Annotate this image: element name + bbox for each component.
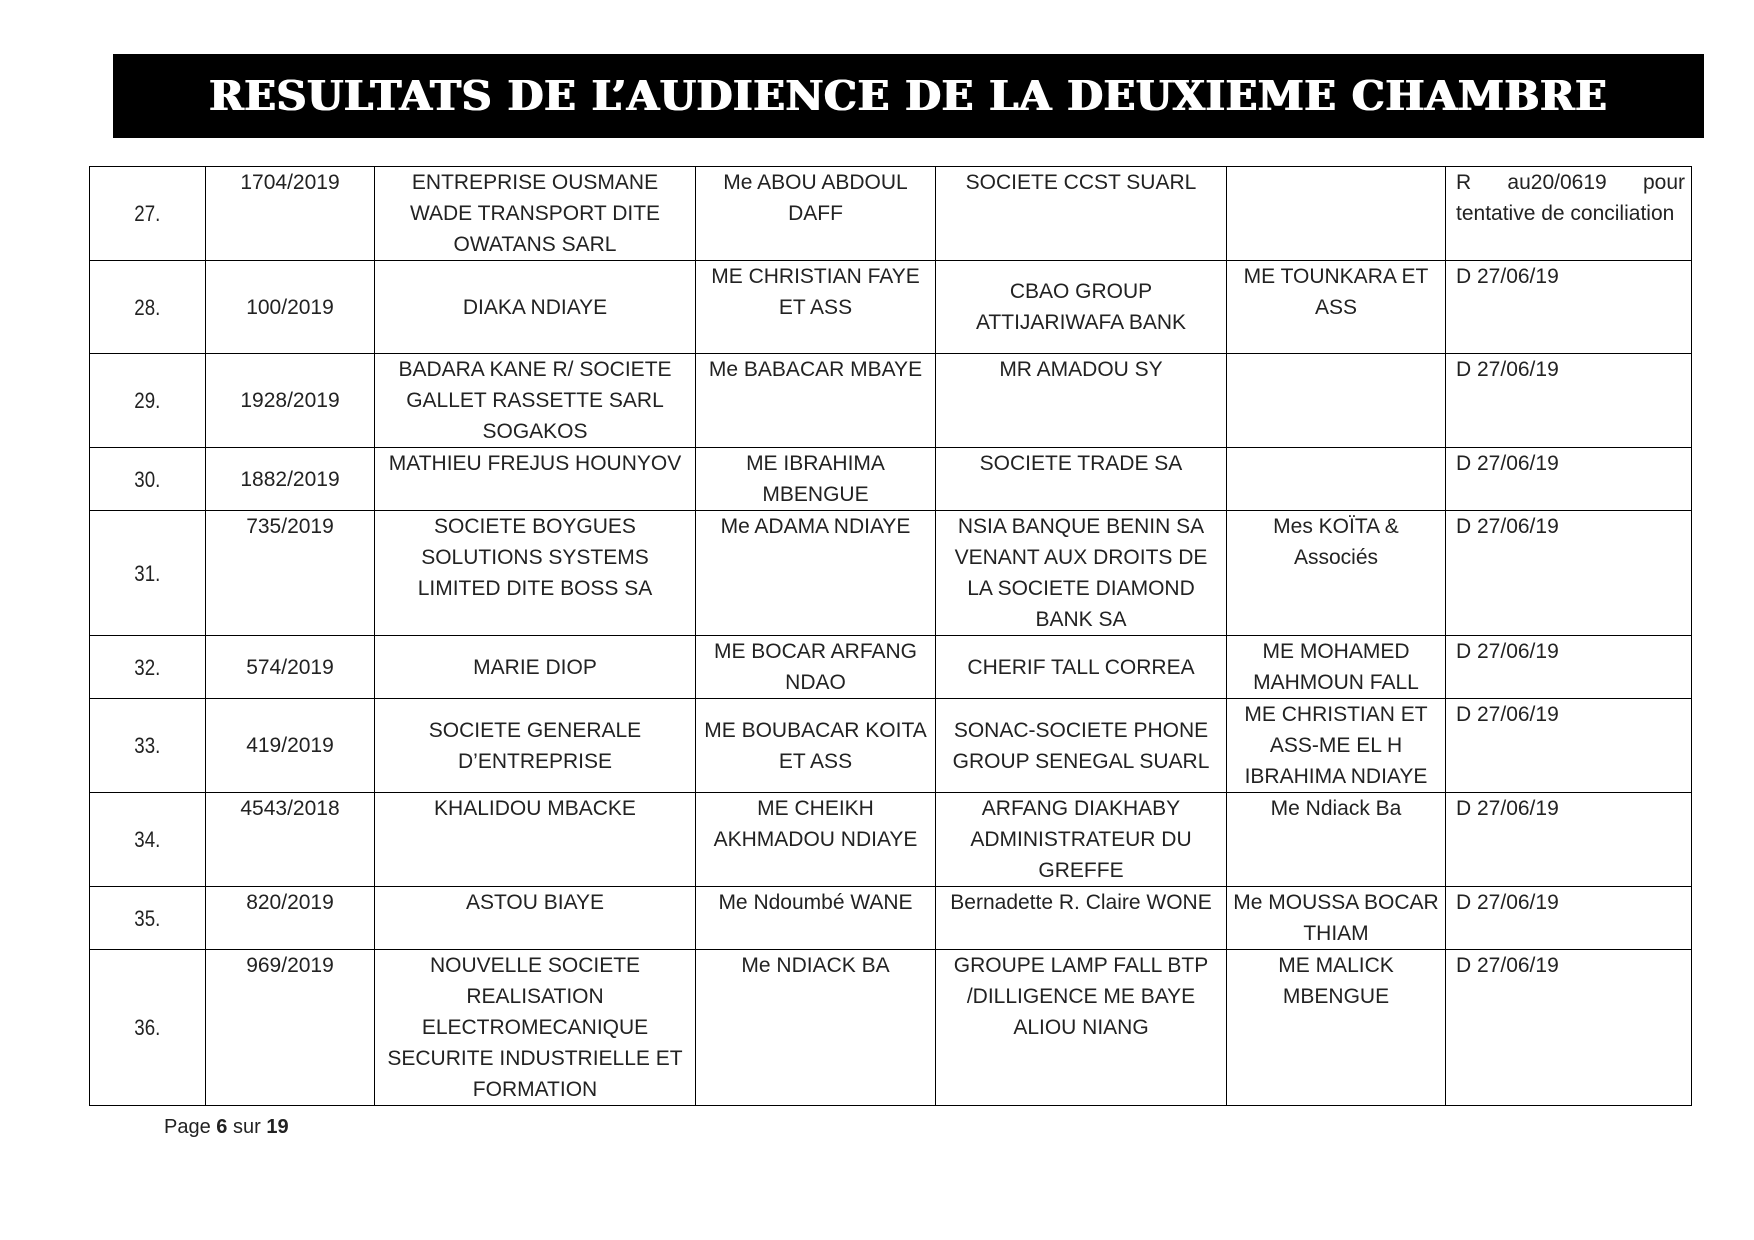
defendant: GROUPE LAMP FALL BTP /DILLIGENCE ME BAYE ALIOU NIANG [936,950,1227,1106]
hearing-result: D 27/06/19 [1446,354,1692,448]
defendant: CHERIF TALL CORREA [936,636,1227,699]
header-banner [113,54,1704,138]
plaintiff-counsel: ME BOUBACAR KOITA ET ASS [696,699,936,793]
plaintiff-counsel: Me NDIACK BA [696,950,936,1106]
table-row [90,887,1692,950]
results-table [89,166,1692,1106]
plaintiff-counsel: ME CHEIKH AKHMADOU NDIAYE [696,793,936,887]
table-row [90,261,1692,354]
plaintiff: SOCIETE BOYGUES SOLUTIONS SYSTEMS LIMITED DITE BOSS SA [375,511,696,636]
case-number: 1882/2019 [206,448,375,511]
plaintiff: NOUVELLE SOCIETE REALISATION ELECTROMECANIQUE SECURITE INDUSTRIELLE ET FORMATION [375,950,696,1106]
hearing-result: D 27/06/19 [1446,950,1692,1106]
defendant: ARFANG DIAKHABY ADMINISTRATEUR DU GREFFE [936,793,1227,887]
defendant: Bernadette R. Claire WONE [936,887,1227,950]
table-row [90,699,1692,793]
row-number: 28. [90,261,206,354]
hearing-result: D 27/06/19 [1446,448,1692,511]
plaintiff: DIAKA NDIAYE [375,261,696,354]
plaintiff: ASTOU BIAYE [375,887,696,950]
hearing-result: D 27/06/19 [1446,511,1692,636]
plaintiff: SOCIETE GENERALE D’ENTREPRISE [375,699,696,793]
hearing-result: D 27/06/19 [1446,793,1692,887]
defendant-counsel: ME TOUNKARA ET ASS [1227,261,1446,354]
defendant: NSIA BANQUE BENIN SA VENANT AUX DROITS DE LA SOCIETE DIAMOND BANK SA [936,511,1227,636]
plaintiff: MATHIEU FREJUS HOUNYOV [375,448,696,511]
table-row [90,448,1692,511]
plaintiff-counsel: ME BOCAR ARFANG NDAO [696,636,936,699]
defendant-counsel [1227,167,1446,261]
case-number: 1928/2019 [206,354,375,448]
case-number: 419/2019 [206,699,375,793]
hearing-result: D 27/06/19 [1446,636,1692,699]
plaintiff: KHALIDOU MBACKE [375,793,696,887]
hearing-result: D 27/06/19 [1446,887,1692,950]
defendant-counsel: ME CHRISTIAN ET ASS-ME EL H IBRAHIMA NDIAYE [1227,699,1446,793]
case-number: 4543/2018 [206,793,375,887]
row-number: 35. [90,887,206,950]
case-number: 820/2019 [206,887,375,950]
case-number: 574/2019 [206,636,375,699]
plaintiff-counsel: Me ADAMA NDIAYE [696,511,936,636]
row-number: 30. [90,448,206,511]
page-footer [164,1116,289,1139]
defendant-counsel: ME MALICK MBENGUE [1227,950,1446,1106]
case-number: 1704/2019 [206,167,375,261]
case-number: 100/2019 [206,261,375,354]
row-number: 32. [90,636,206,699]
row-number: 29. [90,354,206,448]
table-row [90,354,1692,448]
defendant-counsel: Me Ndiack Ba [1227,793,1446,887]
table-row [90,950,1692,1106]
defendant-counsel [1227,448,1446,511]
page-label: Page [164,1116,211,1138]
table-row [90,793,1692,887]
defendant-counsel: Me MOUSSA BOCAR THIAM [1227,887,1446,950]
table-row [90,511,1692,636]
case-number: 735/2019 [206,511,375,636]
defendant-counsel: Mes KOÏTA & Associés [1227,511,1446,636]
case-number: 969/2019 [206,950,375,1106]
hearing-result: D 27/06/19 [1446,261,1692,354]
page-total: 19 [266,1116,289,1138]
page-title: RESULTATS DE L’AUDIENCE DE LA DEUXIEME CHAMBRE [209,72,1608,120]
table-row [90,167,1692,261]
defendant: SONAC-SOCIETE PHONE GROUP SENEGAL SUARL [936,699,1227,793]
row-number: 33. [90,699,206,793]
plaintiff-counsel: ME IBRAHIMA MBENGUE [696,448,936,511]
row-number: 31. [90,511,206,636]
row-number: 36. [90,950,206,1106]
row-number: 34. [90,793,206,887]
defendant-counsel [1227,354,1446,448]
plaintiff-counsel: Me BABACAR MBAYE [696,354,936,448]
hearing-result: D 27/06/19 [1446,699,1692,793]
page-current: 6 [216,1116,228,1138]
plaintiff-counsel: Me Ndoumbé WANE [696,887,936,950]
plaintiff-counsel: ME CHRISTIAN FAYE ET ASS [696,261,936,354]
hearing-result: R au20/0619 pour tentative de conciliation [1446,167,1692,261]
plaintiff: MARIE DIOP [375,636,696,699]
page-separator: sur [232,1116,261,1138]
row-number: 27. [90,167,206,261]
table-row [90,636,1692,699]
plaintiff-counsel: Me ABOU ABDOUL DAFF [696,167,936,261]
defendant: SOCIETE CCST SUARL [936,167,1227,261]
plaintiff: BADARA KANE R/ SOCIETE GALLET RASSETTE SARL SOGAKOS [375,354,696,448]
defendant: MR AMADOU SY [936,354,1227,448]
defendant: CBAO GROUP ATTIJARIWAFA BANK [936,261,1227,354]
defendant-counsel: ME MOHAMED MAHMOUN FALL [1227,636,1446,699]
plaintiff: ENTREPRISE OUSMANE WADE TRANSPORT DITE OWATANS SARL [375,167,696,261]
defendant: SOCIETE TRADE SA [936,448,1227,511]
